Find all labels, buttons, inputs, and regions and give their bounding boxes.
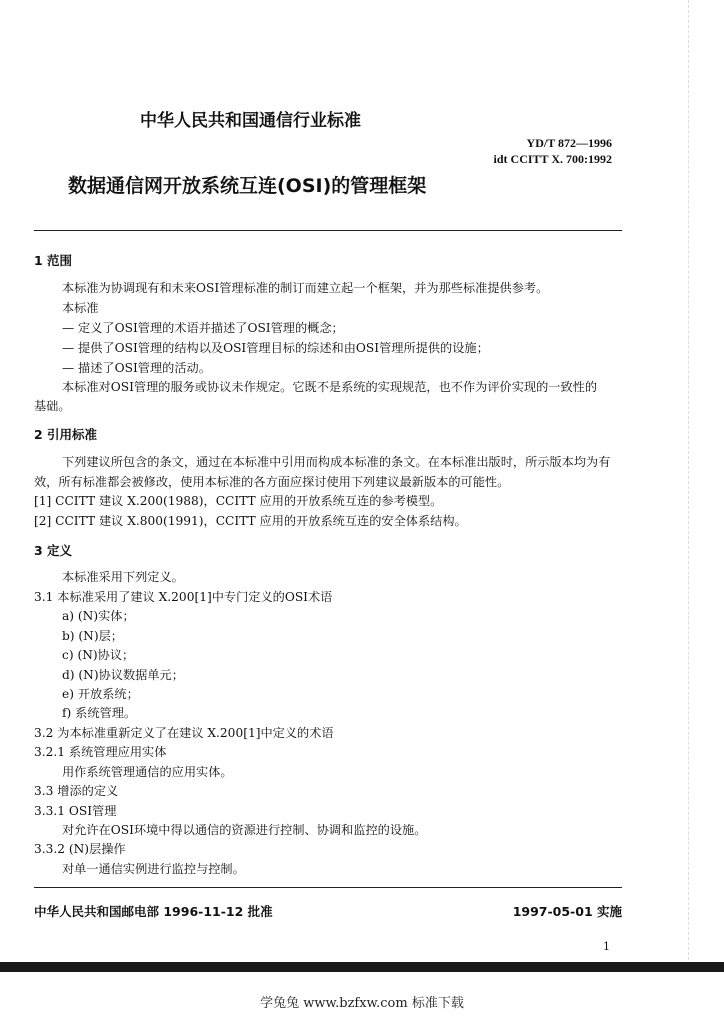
reference-item: [2] CCITT 建议 X.800(1991)，CCITT 应用的开放系统互连的安全体系结构。 (34, 514, 467, 528)
list-item: f) 系统管理。 (62, 706, 137, 720)
effective-date: 1997-05-01 实施 (512, 904, 622, 919)
paragraph-line: 效，所有标准都会被修改，使用本标准的各方面应探讨使用下列建议最新版本的可能性。 (34, 475, 510, 489)
paragraph-line: 对单一通信实例进行监控与控制。 (62, 862, 245, 876)
approval-line: 中华人民共和国邮电部 1996-11-12 批准 (34, 904, 273, 919)
clause-heading: 3.3 增添的定义 (34, 784, 119, 798)
section-3-heading: 3 定义 (34, 543, 73, 558)
clause-heading: 3.3.2 (N)层操作 (34, 842, 126, 856)
page-number: 1 (603, 940, 610, 953)
scan-bar (0, 962, 724, 972)
paragraph-line: 本标准采用下列定义。 (62, 570, 184, 584)
paragraph-line: 对允许在OSI环境中得以通信的资源进行控制、协调和监控的设施。 (62, 823, 427, 837)
list-item: e) 开放系统； (62, 687, 139, 701)
page-edge-marks (688, 0, 689, 960)
paragraph-line: 本标准 (62, 301, 99, 315)
section-2-heading: 2 引用标准 (34, 427, 98, 442)
paragraph-line: 下列建议所包含的条文，通过在本标准中引用而构成本标准的条文。在本标准出版时，所示版本均为有 (62, 455, 611, 469)
list-item: a) (N)实体； (62, 609, 135, 623)
bottom-rule (34, 887, 622, 888)
paragraph-line: 基础。 (34, 399, 71, 413)
clause-heading: 3.2.1 系统管理应用实体 (34, 745, 167, 759)
clause-heading: 3.2 为本标准重新定义了在建议 X.200[1]中定义的术语 (34, 726, 334, 740)
top-rule (34, 230, 622, 231)
reference-item: [1] CCITT 建议 X.200(1988)，CCITT 应用的开放系统互连的参考模型。 (34, 494, 443, 508)
list-item: — 提供了OSI管理的结构以及OSI管理目标的综述和由OSI管理所提供的设施； (62, 341, 489, 355)
clause-heading: 3.3.1 OSI管理 (34, 804, 117, 818)
standard-code: YD/T 872—1996 (526, 136, 612, 150)
list-item: b) (N)层； (62, 629, 123, 643)
section-1-heading: 1 范围 (34, 253, 73, 268)
watermark: 学兔兔 www.bzfxw.com 标准下载 (260, 996, 464, 1011)
paragraph-line: 本标准为协调现有和未来OSI管理标准的制订而建立起一个框架，并为那些标准提供参考。 (62, 281, 549, 295)
paragraph-line: 用作系统管理通信的应用实体。 (62, 765, 233, 779)
paragraph-line: 本标准对OSI管理的服务或协议未作规定。它既不是系统的实现规范，也不作为评价实现的一致性的 (62, 380, 598, 394)
document-title: 数据通信网开放系统互连(OSI)的管理框架 (68, 175, 427, 197)
idt-reference: idt CCITT X. 700:1992 (493, 152, 612, 166)
list-item: — 定义了OSI管理的术语并描述了OSI管理的概念； (62, 321, 344, 335)
standard-type-heading: 中华人民共和国通信行业标准 (140, 111, 361, 131)
list-item: — 描述了OSI管理的活动。 (62, 361, 211, 375)
clause-heading: 3.1 本标准采用了建议 X.200[1]中专门定义的OSI术语 (34, 590, 333, 604)
list-item: d) (N)协议数据单元； (62, 668, 184, 682)
list-item: c) (N)协议； (62, 648, 135, 662)
